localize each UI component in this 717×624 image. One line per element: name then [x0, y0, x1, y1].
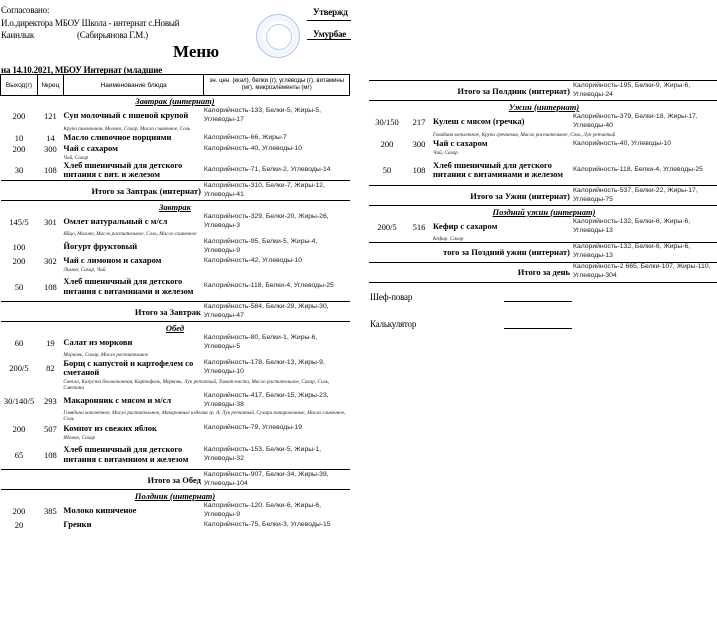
menu-row: [1, 107, 350, 126]
row-nutrition: Калорийность-40, Углеводы-10: [573, 139, 672, 147]
row-nutrition: Калорийность-42, Углеводы-10: [203, 256, 302, 264]
total-snack-internat: Итого за Полдник (интернат): [457, 85, 570, 96]
menu-row: [1, 502, 350, 520]
row-output: 65: [14, 449, 24, 460]
row-recipe: 516: [412, 221, 426, 232]
row-ingredients: Лимон, Сахар, Чай: [63, 266, 106, 273]
section-lunch: Обед: [165, 322, 185, 333]
row-recipe: 217: [412, 117, 426, 127]
agreed-label: Согласовано:: [1, 5, 50, 15]
row-nutrition: Калорийность-118, Белки-4, Углеводы-25: [203, 282, 334, 290]
row-recipe: 385: [44, 505, 57, 516]
menu-row: [369, 113, 717, 132]
row-ingredients: Яблоко, Сахар: [63, 434, 96, 441]
row-ingredients: Чай, Сахар: [63, 154, 89, 161]
total-late-dinner: того за Поздний ужин (интернат): [443, 247, 570, 257]
director-line: И.о.директора МБОУ Школа - интернат с.Новый: [1, 18, 180, 28]
total-nutrition: Калорийность-195, Белки-9, Жиры-6, Углеводы-24: [573, 81, 691, 98]
row-output: 100: [12, 241, 26, 252]
row-name: Борщ с капустой и картофелем со сметаной: [63, 357, 194, 377]
row-nutrition: Калорийность-79, Углеводы-19: [203, 424, 302, 432]
total-nutrition: Калорийность-907, Белки-34, Жиры-39, Углеводы-104: [203, 470, 329, 487]
row-name: Хлеб пшеничный для детского питания с витаминами и железом: [63, 276, 194, 296]
row-ingredients: Яйцо, Молоко, Масло растительное, Соль, Масло сливочное: [63, 231, 197, 237]
menu-row: [1, 441, 350, 470]
row-nutrition: Калорийность-95, Белки-5, Жиры-4, Углеводы-9: [203, 237, 318, 254]
total-breakfast: Итого за Завтрак: [134, 306, 201, 317]
approver-name: Умурбае: [313, 29, 347, 39]
row-name: Компот из свежих яблок: [63, 422, 157, 433]
row-nutrition: Калорийность-133, Белки-5, Жиры-5, Углеводы-17: [203, 107, 322, 123]
col-name-header: Наименование блюда: [63, 75, 204, 96]
row-nutrition: Калорийность-40, Углеводы-10: [203, 144, 302, 152]
row-name: Хлеб пшеничный для детского питания с вит. и железом: [63, 159, 183, 180]
row-output: 200: [12, 256, 26, 266]
row-output: 30: [14, 165, 24, 176]
col-recipe-header: №рец: [37, 75, 63, 96]
row-nutrition: Калорийность-118, Белки-4, Углеводы-25: [573, 165, 703, 173]
left-menu-table: [0, 74, 350, 531]
row-output: 145/5: [9, 216, 29, 227]
row-output: 200: [12, 111, 26, 121]
section-breakfast-internat: Завтрак (интернат): [135, 96, 215, 107]
section-snack-internat: Полдник (интернат): [134, 490, 216, 501]
row-recipe: [37, 520, 63, 531]
row-name: Хлеб пшеничный для детского питания с витамином и железом: [63, 444, 189, 464]
row-output: 200: [12, 423, 26, 434]
row-recipe: 293: [44, 395, 57, 406]
total-day: Итого за день: [517, 267, 570, 277]
row-recipe: 121: [44, 111, 57, 121]
page-title: Меню: [173, 42, 220, 61]
row-ingredients: Говядина котлетное, Крупа гречневая, Масло растительное, Соль, Лук репчатый: [433, 132, 616, 138]
section-dinner-internat: Ужин (интернат): [508, 101, 580, 112]
row-recipe: 300: [44, 144, 57, 154]
calculator-label: Калькулятор: [370, 319, 417, 329]
menu-row: [1, 161, 350, 181]
menu-row: [1, 133, 350, 144]
row-nutrition: Калорийность-71, Белки-2, Углеводы-14: [203, 165, 331, 173]
col-output-header: Выход(г): [1, 75, 38, 96]
total-nutrition: Калорийность-537, Белки-22, Жиры-17, Углеводы-75: [573, 186, 698, 203]
row-recipe: 300: [412, 139, 426, 149]
row-recipe: 19: [46, 337, 55, 348]
menu-row: [1, 334, 350, 352]
menu-row: [1, 392, 350, 410]
row-recipe: 301: [44, 216, 57, 227]
chef-label: Шеф-повар: [370, 292, 413, 302]
menu-row: [369, 218, 717, 236]
row-output: 200/5: [9, 363, 29, 373]
row-output: 30/140/5: [3, 395, 35, 406]
section-breakfast: Завтрак: [159, 201, 191, 212]
row-nutrition: Калорийность-120, Белки-6, Жиры-6, Углеводы-9: [203, 501, 322, 518]
menu-row: [1, 273, 350, 302]
row-nutrition: Калорийность-66, Жиры-7: [203, 133, 287, 141]
row-output: 30/150: [375, 117, 399, 127]
row-name: Чай с сахаром: [433, 138, 488, 149]
menu-subtitle: на 14.10.2021, МБОУ Интернат (младшие: [1, 65, 163, 75]
total-nutrition: Калорийность-132, Белки-6, Жиры-6, Углеводы-13: [573, 243, 691, 259]
total-dinner-internat: Итого за Ужин (интернат): [470, 190, 570, 201]
row-nutrition: Калорийность-178, Белки-13, Жиры-9, Углеводы-10: [203, 359, 325, 375]
director-name: (Сабирьянова Г.М.): [77, 30, 148, 40]
row-name: Чай с лимоном и сахаром: [63, 255, 162, 266]
row-name: Макаронник с мясом и м/сл: [63, 394, 172, 405]
total-lunch: Итого за Обед: [147, 474, 201, 485]
menu-row: [1, 213, 350, 231]
approved-label: Утвержд: [313, 7, 348, 17]
row-name: Суп молочный с пшеной крупой: [63, 110, 189, 121]
menu-row: [369, 139, 717, 150]
row-output: 200: [12, 144, 26, 154]
section-late-dinner: Поздний ужин (интернат): [492, 206, 596, 217]
row-recipe: 108: [412, 165, 426, 176]
menu-row: [1, 520, 350, 531]
menu-row: [369, 156, 717, 186]
row-nutrition: Калорийность-417, Белки-15, Жиры-23, Углеводы-38: [203, 391, 329, 408]
col-nutrition-header: эн. цен. (ккал), белки (г), углеводы (г), витамины (мг), микроэлементы (мг): [204, 75, 350, 96]
menu-row: [1, 359, 350, 378]
row-ingredients: Свекла, Капуста белокочанная, Картофель, Морковь, Лук репчатый, Томат-паста, Масло растительное, Сахар, Соль, Сметана: [63, 378, 330, 391]
row-name: Молоко кипяченое: [63, 504, 137, 515]
total-day-nutrition: Калорийность-2 665, Белки-107, Жиры-110, Углеводы-304: [573, 263, 711, 279]
row-ingredients: Кефир, Сахар: [433, 235, 464, 242]
row-name: Кефир с сахаром: [433, 220, 498, 231]
row-recipe: 108: [44, 449, 57, 460]
total-nutrition: Калорийность-310, Белки-7, Жиры-12, Углеводы-41: [203, 181, 325, 198]
menu-row: [1, 144, 350, 155]
row-output: 20: [14, 520, 24, 530]
row-recipe: 302: [44, 256, 57, 266]
row-name: Йогурт фруктовый: [63, 240, 138, 251]
row-name: Кулеш с мясом (гречка): [433, 116, 525, 127]
row-recipe: 507: [44, 423, 57, 434]
row-recipe: 82: [46, 363, 55, 373]
row-ingredients: Чай, Сахар: [433, 149, 458, 156]
row-ingredients: Говядина котлетное, Масло растительное, Макаронные изделия гр. А, Лук репчатый, Сухари панировочные, Масло сливочное, Соль: [63, 410, 346, 422]
stamp-seal-icon: [256, 14, 300, 58]
row-name: Масло сливочное порциями: [63, 132, 172, 143]
total-nutrition: Калорийность-584, Белки-29, Жиры-30, Углеводы-47: [203, 302, 329, 319]
row-ingredients: Морковь, Сахар, Масло растительное: [63, 352, 149, 358]
row-name: Омлет натуральный с м/сл: [63, 215, 168, 226]
row-nutrition: Калорийность-75, Белки-3, Углеводы-15: [203, 520, 331, 528]
village-name: Каинлык: [1, 30, 35, 40]
total-breakfast-internat: Итого за Завтрак (интернат): [91, 185, 201, 196]
row-nutrition: Калорийность-132, Белки-6, Жиры-6, Углеводы-13: [573, 217, 691, 234]
menu-row: [1, 256, 350, 267]
row-ingredients: Крупа пшеничная, Молоко, Сахар, Масло сливочное, Соль: [63, 126, 191, 132]
row-output: 50: [14, 281, 24, 292]
row-output: 10: [14, 133, 24, 143]
row-name: Гренки: [63, 519, 92, 530]
row-nutrition: Калорийность-153, Белки-5, Жиры-1, Углеводы-32: [203, 446, 322, 462]
chef-signature-line: [504, 301, 572, 302]
row-name: Хлеб пшеничный для детского питания с витаминами и железом: [433, 159, 564, 180]
row-recipe: 108: [44, 165, 57, 176]
row-output: 200/5: [377, 221, 397, 232]
row-recipe: 108: [44, 281, 57, 292]
row-name: Чай с сахаром: [63, 143, 118, 154]
row-name: Салат из моркови: [63, 336, 133, 347]
row-output: 60: [14, 337, 24, 348]
row-nutrition: Калорийность-80, Белки-1, Жиры-6, Углеводы-5: [203, 333, 318, 350]
row-output: 200: [380, 139, 394, 149]
row-output: 200: [12, 505, 26, 516]
menu-row: [1, 238, 350, 256]
calculator-signature-line: [504, 328, 572, 329]
row-output: 50: [382, 165, 392, 176]
right-menu-table: [369, 80, 717, 283]
menu-row: [1, 423, 350, 435]
row-nutrition: Калорийность-379, Белки-18, Жиры-17, Углеводы-40: [573, 113, 698, 129]
row-recipe: 14: [46, 133, 55, 143]
row-recipe: [37, 238, 63, 256]
row-nutrition: Калорийность-329, Белки-20, Жиры-26, Углеводы-3: [203, 212, 329, 229]
